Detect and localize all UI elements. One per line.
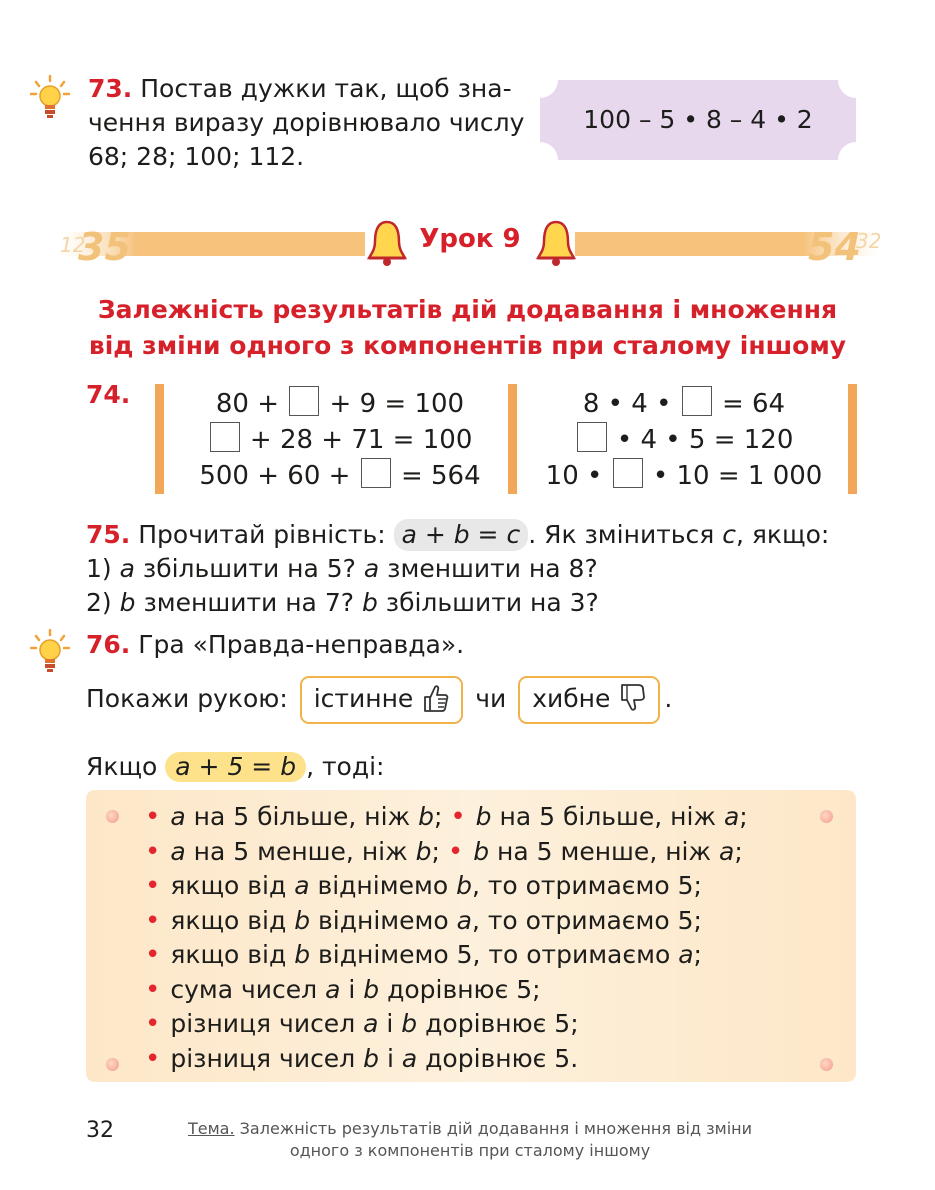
- statement-item: • якщо від b віднімемо 5, то отримаємо a;: [145, 940, 702, 970]
- ex73-line1: Постав дужки так, щоб зна-: [140, 74, 512, 103]
- equations-left: [175, 386, 505, 494]
- statement-item: • a на 5 менше, ніж b; • b на 5 менше, ніж a;: [145, 836, 743, 867]
- bullet-icon: •: [145, 802, 161, 832]
- topic-line2: від зміни одного з компонентів при сталому іншому: [88, 331, 847, 360]
- exercise-number: 76.: [86, 630, 131, 659]
- answer-box[interactable]: [613, 458, 643, 488]
- decor-dot: [820, 810, 833, 823]
- statement-item: • сума чисел a і b дорівнює 5;: [145, 974, 541, 1005]
- statement-item: • різниця чисел b і a дорівнює 5.: [145, 1043, 579, 1074]
- game-title: Гра «Правда-неправда».: [138, 630, 465, 659]
- equation-row: • 4 • 5 = 120: [525, 422, 843, 458]
- decor-dot: [820, 1058, 833, 1071]
- page-number: 32: [86, 1118, 114, 1143]
- equation-row: 500 + 60 + = 564: [175, 458, 505, 494]
- bullet-icon: •: [145, 1043, 161, 1074]
- equation-row: 80 + + 9 = 100: [175, 386, 505, 422]
- divider-bar: [155, 384, 164, 494]
- topic-line1: Залежність результатів дій додавання і множення: [97, 295, 838, 324]
- thumbs-down-icon: [618, 683, 646, 713]
- answer-box[interactable]: [361, 458, 391, 488]
- bullet-icon: •: [145, 974, 161, 1005]
- statement-item: • якщо від b віднімемо a, то отримаємо 5;: [145, 905, 702, 936]
- equation-pill: a + 5 = b: [165, 752, 306, 782]
- divider-bar: [848, 384, 857, 494]
- ex73-line2: чення виразу дорівнювало числу: [88, 108, 525, 137]
- theme-label: Тема.: [187, 1119, 235, 1138]
- equation-row: 8 • 4 • = 64: [525, 386, 843, 422]
- equations-right: [525, 386, 843, 494]
- bullet-icon: •: [145, 871, 161, 901]
- bullet-icon: •: [145, 1009, 161, 1039]
- lesson-title: Урок 9: [419, 224, 521, 254]
- statement-list: [145, 800, 748, 1076]
- exercise-75: 75. Прочитай рівність: a + b = c . Як зміниться c, якщо: 1) a збільшити на 5? a зменшити на 8? 2) b зменшити на 7? b збільшити на 3?: [86, 518, 876, 620]
- exercise-76: [86, 628, 464, 662]
- show-hand-line: Покажи рукою: істинне чи хибне .: [86, 674, 672, 724]
- lightbulb-icon: [30, 74, 70, 124]
- exercise-number: 73.: [88, 74, 133, 103]
- exercise-73: [88, 72, 528, 174]
- decor-dot: [106, 810, 119, 823]
- bullet-icon: •: [450, 802, 466, 832]
- divider-bar: [508, 384, 517, 494]
- bullet-icon: •: [145, 836, 161, 867]
- thumbs-up-icon: [421, 683, 449, 713]
- statement-item: • a на 5 більше, ніж b; • b на 5 більше, ніж a;: [145, 802, 748, 832]
- ex75-item1: 1) a збільшити на 5? a зменшити на 8?: [86, 554, 598, 583]
- answer-box[interactable]: [577, 422, 607, 452]
- exercise-number: 74.: [86, 380, 131, 409]
- svg-text:32: 32: [856, 229, 880, 253]
- ex75-item2: 2) b зменшити на 7? b збільшити на 3?: [86, 588, 599, 617]
- false-option[interactable]: хибне: [518, 676, 660, 724]
- equation-row: + 28 + 71 = 100: [175, 422, 505, 458]
- svg-text:35: 35: [78, 225, 131, 269]
- bullet-icon: •: [447, 836, 464, 867]
- answer-box[interactable]: [289, 386, 319, 416]
- equation-row: 10 • • 10 = 1 000: [525, 458, 843, 494]
- expression-text: 100 – 5 • 8 – 4 • 2: [583, 105, 813, 134]
- statement-item: • різниця чисел a і b дорівнює 5;: [145, 1009, 579, 1039]
- bullet-icon: •: [145, 905, 161, 936]
- exercise-number: 75.: [86, 520, 131, 549]
- svg-text:54: 54: [808, 225, 861, 269]
- lightbulb-icon: [30, 628, 70, 678]
- if-line: Якщо a + 5 = b , тоді:: [86, 752, 385, 781]
- bullet-icon: •: [145, 940, 161, 970]
- true-option[interactable]: істинне: [300, 676, 464, 724]
- statement-item: • якщо від a віднімемо b, то отримаємо 5;: [145, 871, 702, 901]
- lesson-band: [60, 208, 880, 278]
- svg-text:12: 12: [60, 233, 86, 257]
- ex73-line3: 68; 28; 100; 112.: [88, 142, 305, 171]
- answer-box[interactable]: [682, 386, 712, 416]
- answer-box[interactable]: [210, 422, 240, 452]
- bell-icon: [534, 218, 578, 268]
- footer-theme: Тема. Залежність результатів дій додавання і множення від зміни одного з компонентів при сталому іншому: [187, 1119, 752, 1160]
- equation-pill: a + b = c: [394, 519, 529, 551]
- lesson-topic: [60, 292, 875, 364]
- decor-dot: [106, 1058, 119, 1071]
- expression-banner: [540, 80, 856, 160]
